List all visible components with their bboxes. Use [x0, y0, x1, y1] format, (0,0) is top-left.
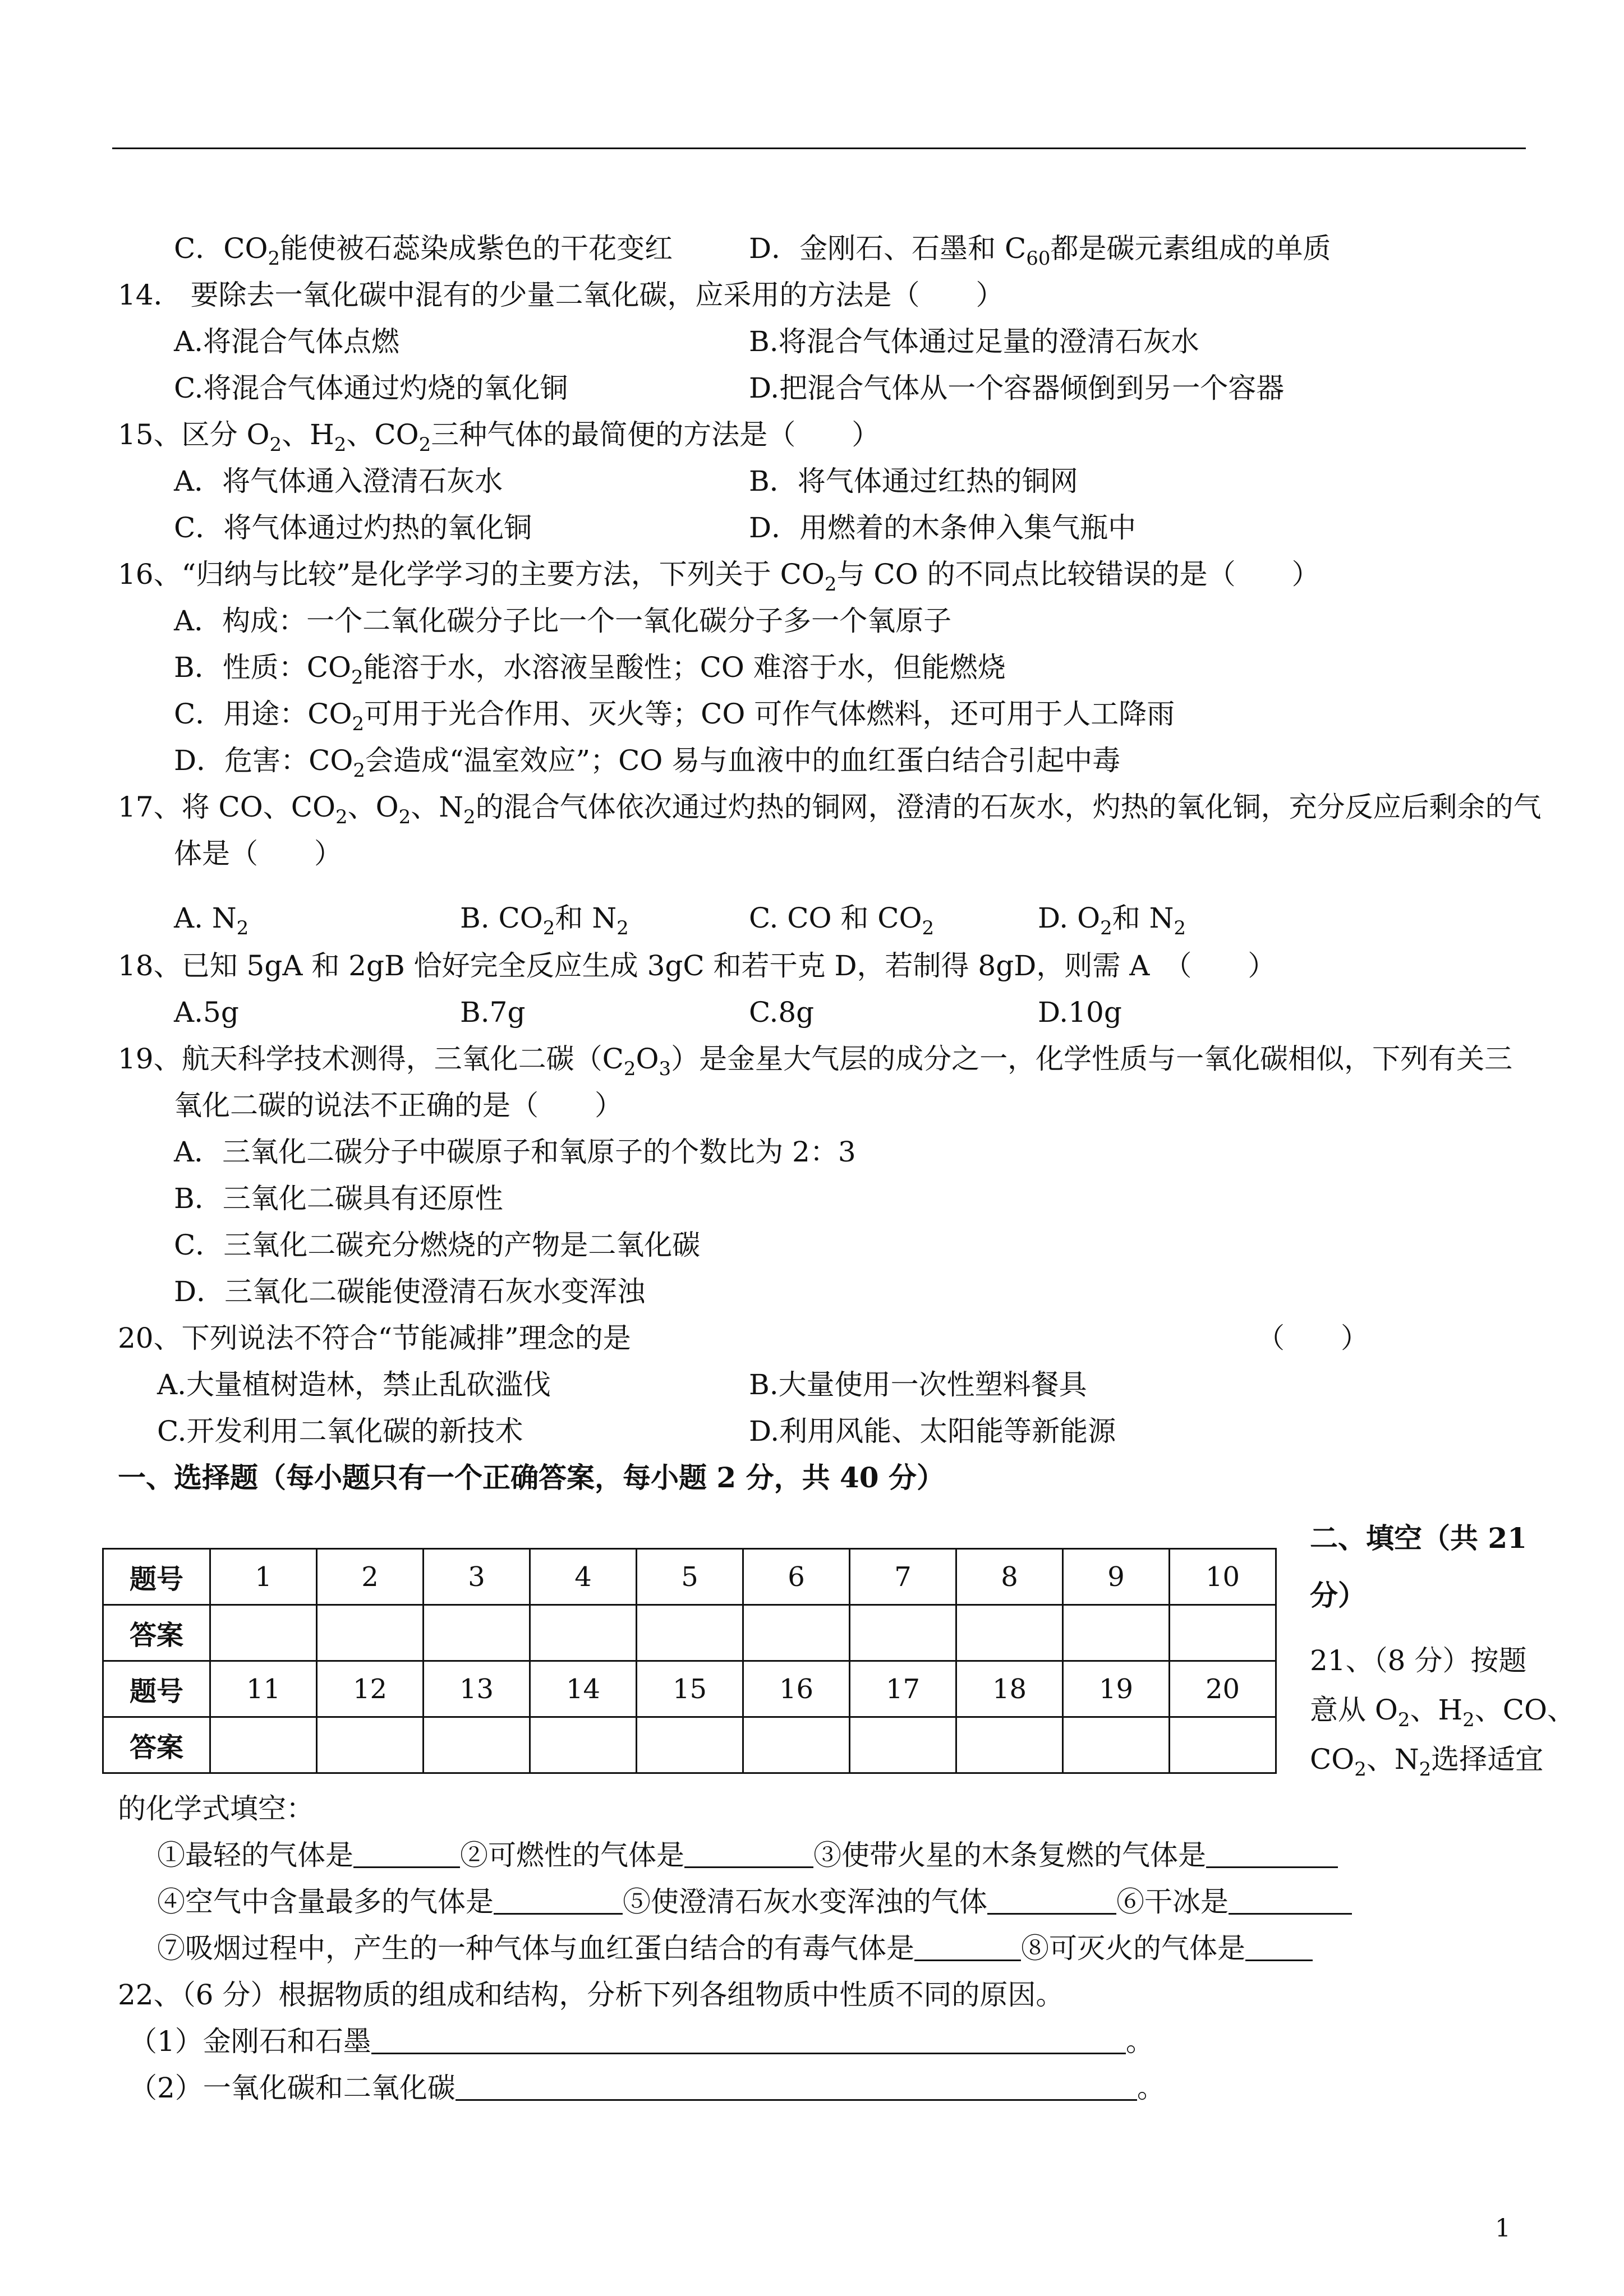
- q15-option-a: A．将气体通入澄清石灰水: [174, 465, 503, 497]
- table-header-cell: 题号: [103, 1549, 210, 1605]
- q14-option-d: D.把混合气体从一个容器倾倒到另一个容器: [749, 372, 1285, 404]
- table-row: [103, 1717, 1276, 1773]
- fill-blank[interactable]: [494, 1887, 623, 1915]
- question-number-cell: 5: [637, 1549, 743, 1605]
- answer-cell[interactable]: [637, 1717, 743, 1773]
- question-number-cell: 9: [1063, 1549, 1170, 1605]
- q22-part-1: （1）金刚石和石墨 。: [129, 2025, 1154, 2058]
- question-number-cell: 8: [956, 1549, 1063, 1605]
- answer-cell[interactable]: [424, 1717, 530, 1773]
- section-2-heading: 二、填空（共 21: [1310, 1522, 1527, 1555]
- question-number-cell: 19: [1063, 1661, 1170, 1717]
- answer-cell[interactable]: [1170, 1717, 1276, 1773]
- q17-stem: 17、将 CO、$CO_2$、$O_2$、$N_2$的混合气体依次通过灼热的铜网，澄清的石灰水，灼热的氧化铜，充分反应后剩余的气: [118, 791, 1542, 828]
- q21-stem-line2: 意从 $O_2$、$H_2$、CO、: [1310, 1694, 1576, 1731]
- q14-stem: 14． 要除去一氧化碳中混有的少量二氧化碳，应采用的方法是（ ）: [118, 279, 1004, 311]
- answer-cell[interactable]: [317, 1605, 424, 1661]
- q15-option-b: B．将气体通过红热的铜网: [749, 465, 1078, 497]
- table-row: [103, 1549, 1276, 1605]
- fill-blank[interactable]: [1245, 1934, 1313, 1961]
- table-row: [103, 1605, 1276, 1661]
- fill-blank[interactable]: [371, 2027, 1126, 2054]
- q13-option-d: D．金刚石、石墨和 $C_{60}$都是碳元素组成的单质: [749, 232, 1331, 270]
- q19-option-d: D．三氧化二碳能使澄清石灰水变浑浊: [174, 1275, 646, 1308]
- question-number-cell: 1: [210, 1549, 317, 1605]
- question-number-cell: 18: [956, 1661, 1063, 1717]
- question-number-cell: 20: [1170, 1661, 1276, 1717]
- q19-option-a: A．三氧化二碳分子中碳原子和氧原子的个数比为 2：3: [174, 1136, 856, 1168]
- q14-option-b: B.将混合气体通过足量的澄清石灰水: [749, 325, 1199, 358]
- q17-stem-continued: 体是（ ）: [174, 837, 342, 870]
- answer-cell[interactable]: [210, 1605, 317, 1661]
- q16-option-b: B．性质：$CO_2$能溶于水，水溶液呈酸性；CO 难溶于水，但能燃烧: [174, 651, 1006, 689]
- q16-option-d: D．危害：$CO_2$会造成“温室效应”；CO 易与血液中的血红蛋白结合引起中毒: [174, 744, 1121, 782]
- q20-option-d: D.利用风能、太阳能等新能源: [749, 1415, 1116, 1447]
- q16-option-c: C．用途：$CO_2$可用于光合作用、灭火等；CO 可作气体燃料，还可用于人工降雨: [174, 698, 1175, 735]
- table-header-cell: 答案: [103, 1605, 210, 1661]
- answer-cell[interactable]: [317, 1717, 424, 1773]
- table-header-cell: 答案: [103, 1717, 210, 1773]
- fill-blank[interactable]: [684, 1841, 813, 1868]
- q20-stem: 20、下列说法不符合“节能减排”理念的是: [118, 1322, 631, 1354]
- table-header-cell: 题号: [103, 1661, 210, 1717]
- answer-cell[interactable]: [1063, 1717, 1170, 1773]
- fill-blank[interactable]: [353, 1841, 460, 1868]
- q22-stem: 22、（6 分）根据物质的组成和结构，分析下列各组物质中性质不同的原因。: [118, 1979, 1064, 2011]
- answer-cell[interactable]: [956, 1605, 1063, 1661]
- header-rule: [112, 147, 1526, 149]
- q19-option-c: C．三氧化二碳充分燃烧的产物是二氧化碳: [174, 1229, 701, 1261]
- section-1-heading: 一、选择题（每小题只有一个正确答案，每小题 2 分，共 40 分）: [118, 1461, 945, 1494]
- q21-stem-line4: 的化学式填空：: [118, 1792, 314, 1825]
- q17-option-a: A. $N_2$: [174, 902, 249, 939]
- q14-option-a: A.将混合气体点燃: [174, 325, 400, 358]
- q19-option-b: B．三氧化二碳具有还原性: [174, 1182, 503, 1215]
- answer-cell[interactable]: [637, 1605, 743, 1661]
- answer-cell[interactable]: [530, 1717, 637, 1773]
- answer-cell[interactable]: [850, 1605, 956, 1661]
- q20-option-a: A.大量植树造林，禁止乱砍滥伐: [157, 1368, 551, 1401]
- q21-row-2: ④空气中含量最多的气体是 ⑤使澄清石灰水变浑浊的气体 ⑥干冰是: [157, 1884, 1352, 1919]
- q15-option-c: C．将气体通过灼热的氧化铜: [174, 511, 532, 544]
- question-number-cell: 13: [424, 1661, 530, 1717]
- q16-option-a: A．构成：一个二氧化碳分子比一个一氧化碳分子多一个氧原子: [174, 605, 952, 637]
- answer-cell[interactable]: [743, 1717, 850, 1773]
- fill-blank[interactable]: [914, 1934, 1021, 1961]
- answer-cell[interactable]: [1063, 1605, 1170, 1661]
- answer-cell[interactable]: [1170, 1605, 1276, 1661]
- answer-table: [102, 1548, 1277, 1774]
- answer-cell[interactable]: [956, 1717, 1063, 1773]
- q18-stem: 18、已知 5gA 和 2gB 恰好完全反应生成 3gC 和若干克 D，若制得 8gD，则需 A （ ）: [118, 949, 1276, 982]
- question-number-cell: 16: [743, 1661, 850, 1717]
- q21-row-1: ①最轻的气体是 ②可燃性的气体是 ③使带火星的木条复燃的气体是: [157, 1838, 1338, 1873]
- fill-blank[interactable]: [987, 1887, 1116, 1915]
- q19-stem-continued: 氧化二碳的说法不正确的是（ ）: [174, 1089, 623, 1122]
- fill-blank[interactable]: [1206, 1841, 1338, 1868]
- q13-option-c: C．$CO_2$能使被石蕊染成紫色的干花变红: [174, 232, 673, 270]
- q16-stem: 16、“归纳与比较”是化学学习的主要方法，下列关于 $CO_2$与 CO 的不同点比较错误的是（ ）: [118, 558, 1320, 596]
- q18-option-b: B.7g: [460, 996, 526, 1029]
- fill-blank[interactable]: [1229, 1887, 1352, 1915]
- question-number-cell: 4: [530, 1549, 637, 1605]
- fill-blank[interactable]: [456, 2073, 1137, 2101]
- q20-answer-paren: （ ）: [1257, 1322, 1369, 1354]
- table-row: [103, 1661, 1276, 1717]
- answer-cell[interactable]: [530, 1605, 637, 1661]
- answer-cell[interactable]: [424, 1605, 530, 1661]
- q18-option-c: C.8g: [749, 996, 815, 1029]
- question-number-cell: 12: [317, 1661, 424, 1717]
- q21-stem: 21、（8 分）按题: [1310, 1644, 1527, 1677]
- answer-cell[interactable]: [850, 1717, 956, 1773]
- q17-option-c: C. CO 和 $CO_2$: [749, 902, 935, 939]
- section-2-heading-continued: 分）: [1310, 1579, 1366, 1612]
- q14-option-c: C.将混合气体通过灼烧的氧化铜: [174, 372, 568, 404]
- question-number-cell: 17: [850, 1661, 956, 1717]
- q19-stem: 19、航天科学技术测得，三氧化二碳$(C_2O_3)$是金星大气层的成分之一，化学性质与一氧化碳相似，下列有关三: [118, 1043, 1513, 1080]
- question-number-cell: 2: [317, 1549, 424, 1605]
- question-number-cell: 15: [637, 1661, 743, 1717]
- q17-option-d: D. $O_2$和 $N_2$: [1038, 902, 1186, 939]
- q20-option-c: C.开发利用二氧化碳的新技术: [157, 1415, 523, 1447]
- q20-option-b: B.大量使用一次性塑料餐具: [749, 1368, 1087, 1401]
- page-number: 1: [1495, 2214, 1511, 2243]
- q17-option-b: B. $CO_2$和 $N_2$: [460, 902, 629, 939]
- answer-cell[interactable]: [210, 1717, 317, 1773]
- question-number-cell: 10: [1170, 1549, 1276, 1605]
- q21-stem-line3: $CO_2$、$N_2$选择适宜: [1310, 1743, 1544, 1781]
- question-number-cell: 11: [210, 1661, 317, 1717]
- question-number-cell: 3: [424, 1549, 530, 1605]
- question-number-cell: 6: [743, 1549, 850, 1605]
- q18-option-a: A.5g: [174, 996, 239, 1029]
- question-number-cell: 7: [850, 1549, 956, 1605]
- question-number-cell: 14: [530, 1661, 637, 1717]
- q18-option-d: D.10g: [1038, 996, 1122, 1029]
- q22-part-2: （2）一氧化碳和二氧化碳 。: [129, 2072, 1165, 2104]
- answer-cell[interactable]: [743, 1605, 850, 1661]
- q15-option-d: D．用燃着的木条伸入集气瓶中: [749, 511, 1137, 544]
- q15-stem: 15、区分 $O_2$、$H_2$、$CO_2$三种气体的最简便的方法是（ ）: [118, 418, 880, 456]
- q21-row-3: ⑦吸烟过程中，产生的一种气体与血红蛋白结合的有毒气体是 ⑧可灭火的气体是: [157, 1931, 1313, 1966]
